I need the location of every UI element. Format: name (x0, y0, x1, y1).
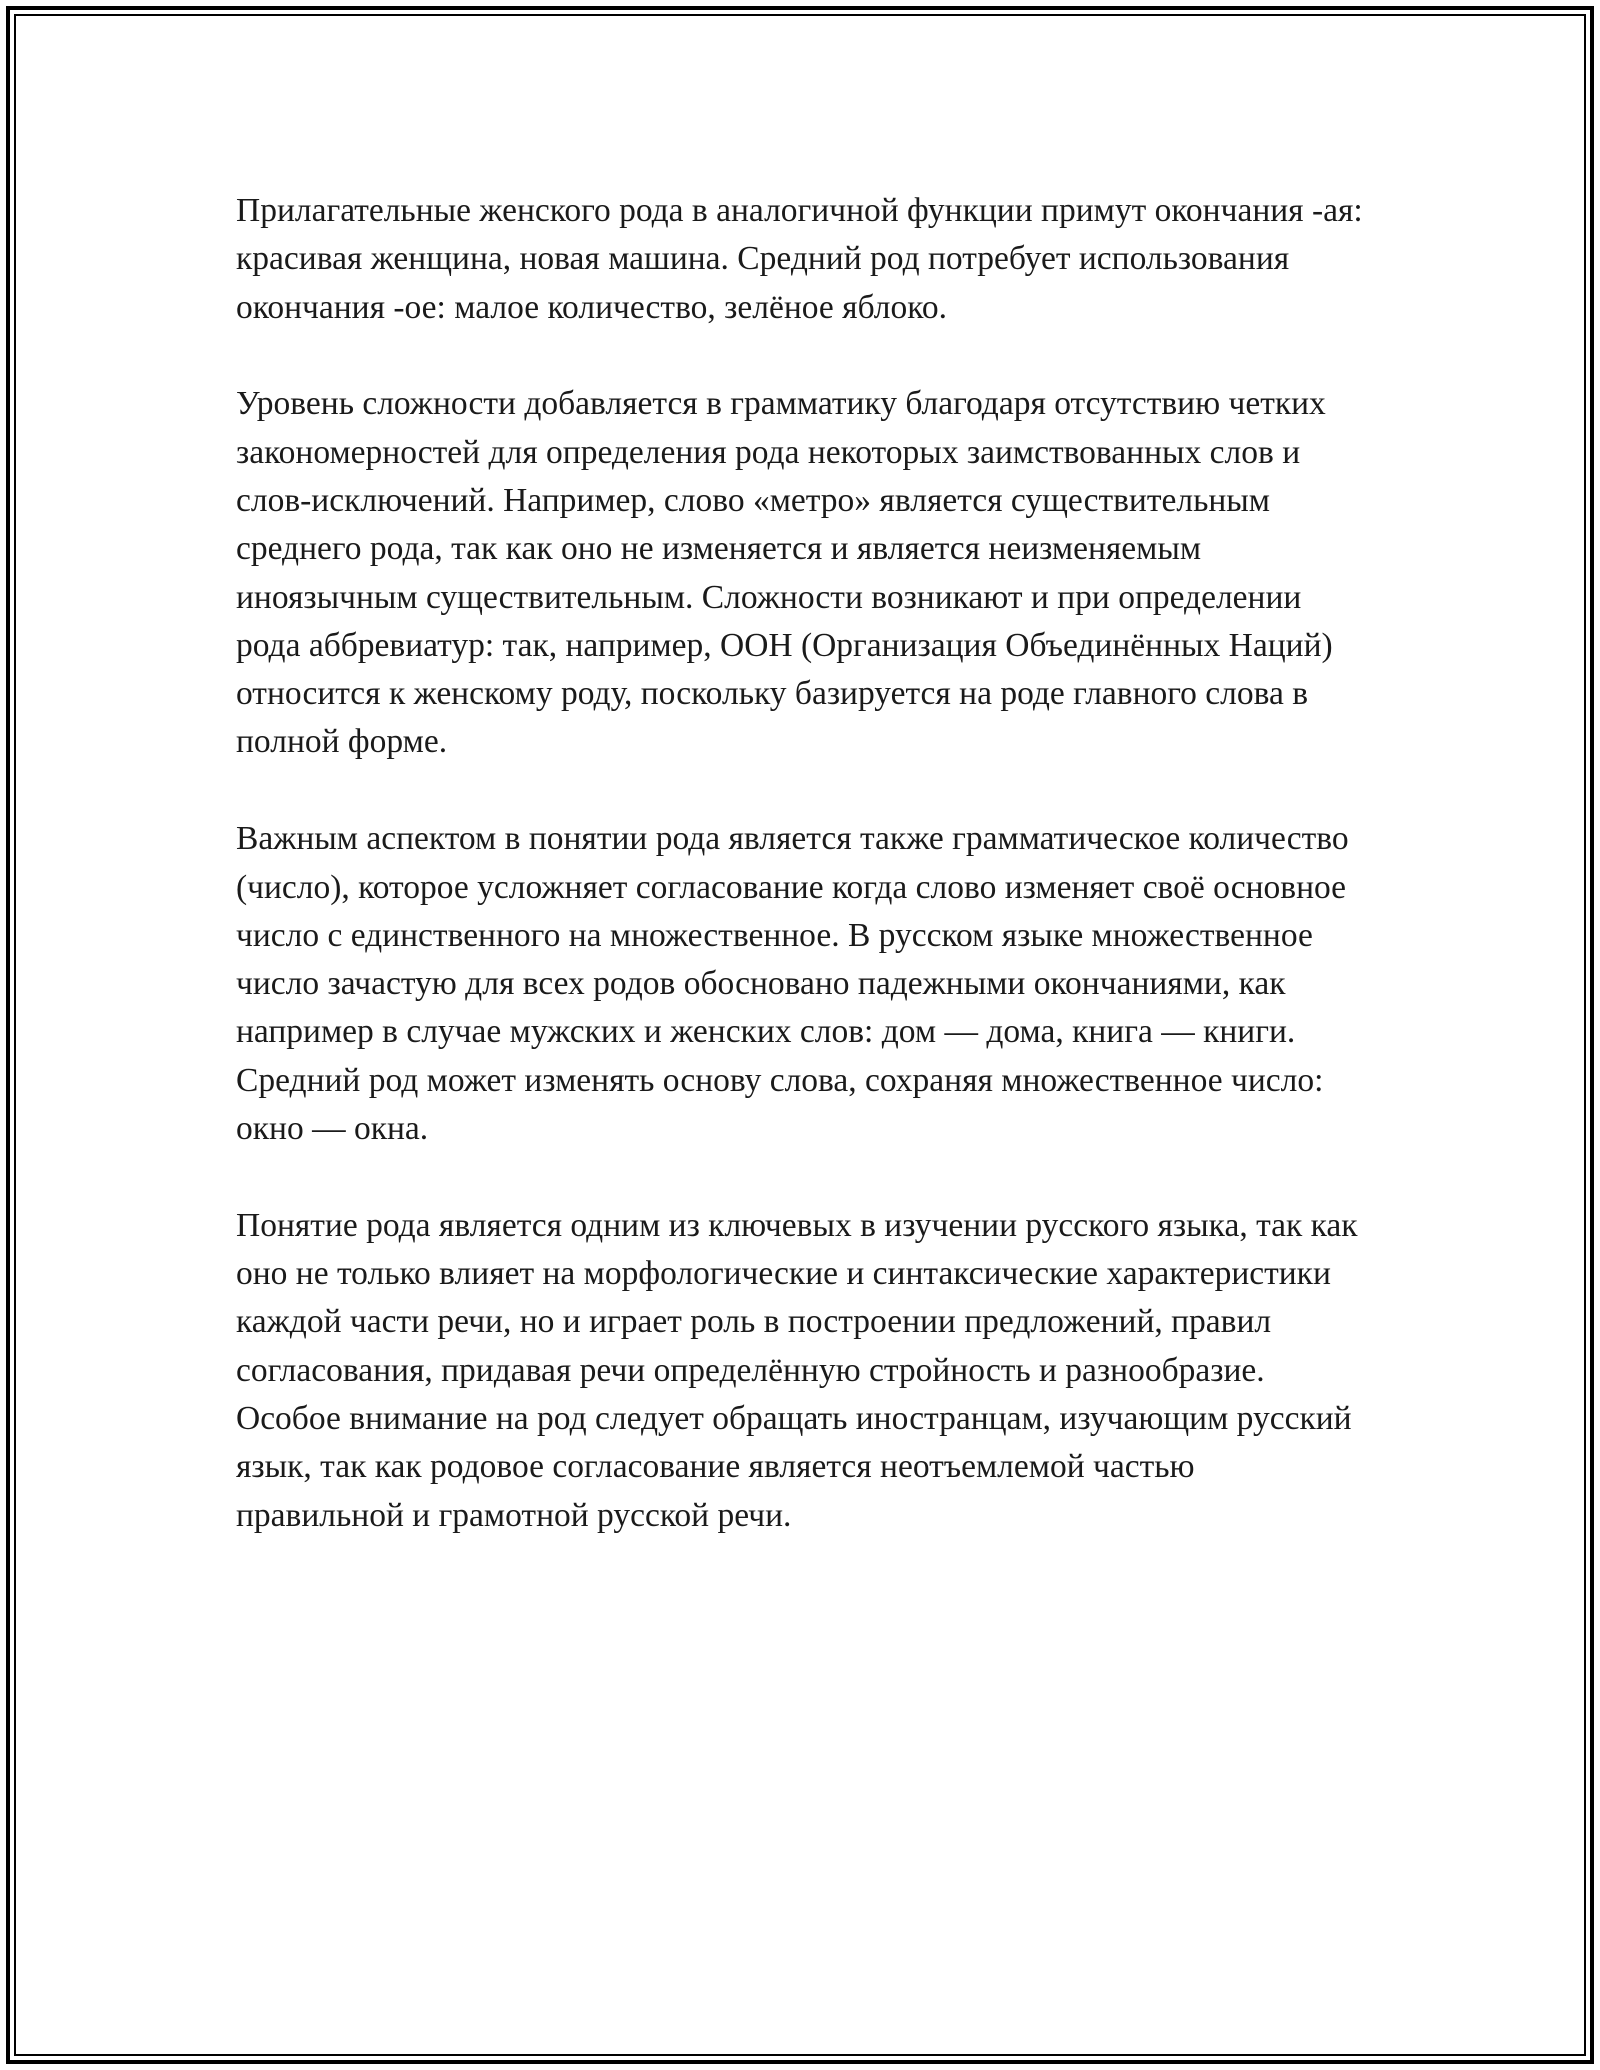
document-body (236, 187, 1366, 1588)
paragraph-adjective-endings: Прилагательные женского рода в аналогичной функции примут окончания -ая: красивая женщина, новая машина. Средний род потребует использования окончания -ое: малое количество, зелёное яблоко. (236, 192, 1363, 326)
paragraph-grammatical-number: Важным аспектом в понятии рода является также грамматическое количество (число), которое усложняет согласование когда слово изменяет своё основное число с единственного на множественное. В русском языке множественное число зачастую для всех родов обосновано падежными окончаниями, как например в случае мужских и женских слов: дом — дома, книга — книги. Средний род может изменять основу слова, сохраняя множественное число: окно — окна. (236, 820, 1349, 1148)
paragraph-borrowed-words: Уровень сложности добавляется в грамматику благодаря отсутствию четких закономерностей для определения рода некоторых заимствованных слов и слов-исключений. Например, слово «метро» является существительным среднего рода, так как оно не изменяется и является неизменяемым иноязычным существительным. Сложности возникают и при определении рода аббревиатур: так, например, ООН (Организация Объединённых Наций) относится к женскому роду, поскольку базируется на роде главного слова в полной форме. (236, 385, 1333, 761)
paragraph-gender-importance: Понятие рода является одним из ключевых в изучении русского языка, так как оно не только влияет на морфологические и синтаксические характеристики каждой части речи, но и играет роль в построении предложений, правил согласования, придавая речи определённую стройность и разнообразие. Особое внимание на род следует обращать иностранцам, изучающим русский язык, так как родовое согласование является неотъемлемой частью правильной и грамотной русской речи. (236, 1206, 1358, 1534)
